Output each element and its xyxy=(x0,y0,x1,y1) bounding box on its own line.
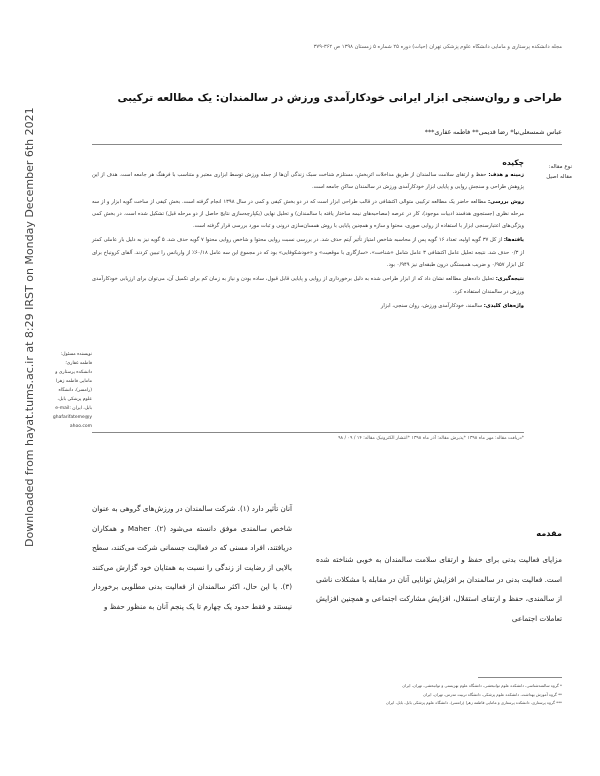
article-dates: *دریافت مقاله: مهر ماه ۱۳۹۸ *پذیرش مقاله: آذر ماه ۱۳۹۸ *انتشار الکترونیک مقاله: ۱۴ / ۰۹ / ۹۸ xyxy=(338,436,524,441)
abstract-methods xyxy=(92,196,524,233)
abstract xyxy=(92,158,524,314)
abstract-text: سالمند، خودکارآمدی ورزش، روان سنجی، ابزار xyxy=(380,302,484,309)
footnote: ** گروه آموزش بهداشت، دانشکده علوم پزشکی، دانشگاه تربیت مدرس، تهران، ایران xyxy=(423,691,562,697)
introduction-column-left: آنان تأثیر دارد (۱). شرکت سالمندان در ورزش‌های گروهی به عنوان شاخص سالمندی موفق دانسته می‌شود (۲). Maher و همکاران دریافتند، افراد مسنی که در فعالیت جسمانی شرکت می‌کنند، سطح بالایی از رضایت از زندگی را نسبت به همتایان خود گزارش می‌کنند (۳). با این حال، اکثر سالمندان از فعالیت بدنی مطلوبی برخوردار نیستند و فقط حدود یک چهارم تا یک پنجم آنان به منظور حفظ و xyxy=(92,504,292,611)
article-type-value: مقاله اصیل xyxy=(546,174,572,180)
paper-title: طراحی و روان‌سنجی ابزار ایرانی خودکارآمدی ورزش در سالمندان: یک مطالعه ترکیبی xyxy=(117,92,562,104)
abstract-text: مطالعه حاضر یک مطالعه ترکیبی متوالی اکتشافی در قالب طراحی ابزار است که در دو بخش کیفی و کمی در سال ۱۳۹۸ انجام گرفته است. بخش کیفی از ساخت گویه ابزار و از سه مرحله نظری (جستجوی هدفمند ادبیات موجود)، کار در عرصه (مصاحبه‌های نیمه ساختار یافته با سالمندان) و تحلیل نهایی (یکپارچه‌سازی نتایج حاصل از دو مرحله قبل) تشکیل شده است. در بخش کمی ویژگی‌های اعتبارسنجی ابزار با استفاده از روایی صوری، محتوا و سازه و همچنین پایایی با روش همسان‌سازی درونی و ثبات مورد بررسی قرار گرفته است. xyxy=(92,198,524,230)
abstract-label: یافته‌ها: xyxy=(503,237,524,244)
footnotes xyxy=(316,682,562,708)
article-type-label: نوع مقاله: xyxy=(548,164,572,170)
abstract-label: زمینه و هدف: xyxy=(488,172,525,178)
introduction-column-right: مزایای فعالیت بدنی برای حفظ و ارتقای سلامت سالمندان به خوبی شناخته شده است. فعالیت بدنی در سالمندان بر افزایش توانایی آنان در مقابله با مشکلات ناشی از سالمندی، حفظ و ارتقای استقلال، افزایش مشارکت اجتماعی و همچنین افزایش تعاملات اجتماعی xyxy=(316,555,562,623)
download-stamp: Downloaded from hayat.tums.ac.ir at 8:29 IRST on Monday December 6th 2021 xyxy=(23,107,36,547)
abstract-heading: چکیده xyxy=(502,158,524,167)
journal-header: مجله دانشکده پرستاری و مامایی دانشگاه علوم پزشکی تهران (حیات) دوره ۲۵ شماره ۵ زمستان ۱۳۹۸ ص ۳۶۲-۳۷۹ xyxy=(313,44,562,50)
footnote: * گروه سالمندشناسی، دانشکده علوم توانبخشی، دانشگاه علوم بهزیستی و توانبخشی، تهران، ایران xyxy=(402,683,562,688)
abstract-label: روش بررسی: xyxy=(488,198,524,205)
abstract-text: از کل ۳۷ گویه اولیه، تعداد ۱۶ گویه پس از محاسبه شاخص امتیاز تأثیر آیتم حذف شد. در بررسی نسبت روایی محتوا و شاخص روایی محتوا ۷ گویه حذف شد. ۵ گویه نیز به دلیل بار عاملی کمتر از ۰/۳ حذف شد. نتیجه تحلیل عامل اکتشافی ۳ عامل شامل «شناخت»، «سازگاری با موقعیت» و «خودشکوفایی» بود که در مجموع این سه عامل ۶۰/۱۸٪ از واریانس را تبیین کردند. آلفای کرونباخ برای کل ابزار ۰/۹۵۷ و ضریب همبستگی درون طبقه‌ای نیز ۰/۹۴۹ بود. xyxy=(92,237,524,269)
abstract-label: واژه‌های کلیدی: xyxy=(483,302,524,309)
abstract-text: تحلیل داده‌های مطالعه نشان داد که از ابزار طراحی شده به دلیل برخورداری از روایی و پایایی قابل قبول، ساده بودن و نیاز به زمان کم برای تکمیل آن، می‌توان برای ارزیابی خودکارآمدی ورزش در سالمندان استفاده کرد. xyxy=(92,276,524,295)
abstract-keywords xyxy=(92,300,524,312)
abstract-text: حفظ و ارتقای سلامت سالمندان از طریق مداخلات اثربخش، مستلزم شناخت سبک زندگی آن‌ها از جمله ورزش توسط ابزاری معتبر و متناسب با فرهنگ هر جامعه است. هدف از این پژوهش طراحی و سنجش روایی و پایایی ابزار خودکارآمدی ورزش در سالمندان ساکن جامعه است. xyxy=(92,172,524,191)
article-type xyxy=(532,162,572,182)
abstract-background xyxy=(92,169,524,194)
corresponding-author: نویسنده مسئول: فاطمه غفاری؛ دانشکده پرستاری و مامایی فاطمه زهرا (رامسر)، دانشگاه علوم پزشکی بابل، بابل، ایران e-mail: ghafarifateme@yahoo.com xyxy=(52,352,92,429)
introduction-heading: مقدمه xyxy=(536,528,562,538)
header-divider xyxy=(92,144,562,145)
abstract-label: نتیجه‌گیری: xyxy=(495,276,524,283)
footnote: *** گروه پرستاری، دانشکده پرستاری و مامایی فاطمه زهرا (رامسر)، دانشگاه علوم پزشکی بابل، بابل، ایران xyxy=(385,700,562,706)
author-list: عباس شمسعلی‌نیا* رضا قدیمی** فاطمه غفاری*** xyxy=(424,128,562,136)
abstract-divider xyxy=(92,432,524,433)
footnote-divider xyxy=(478,677,562,678)
abstract-conclusion xyxy=(92,273,524,298)
abstract-results xyxy=(92,234,524,271)
